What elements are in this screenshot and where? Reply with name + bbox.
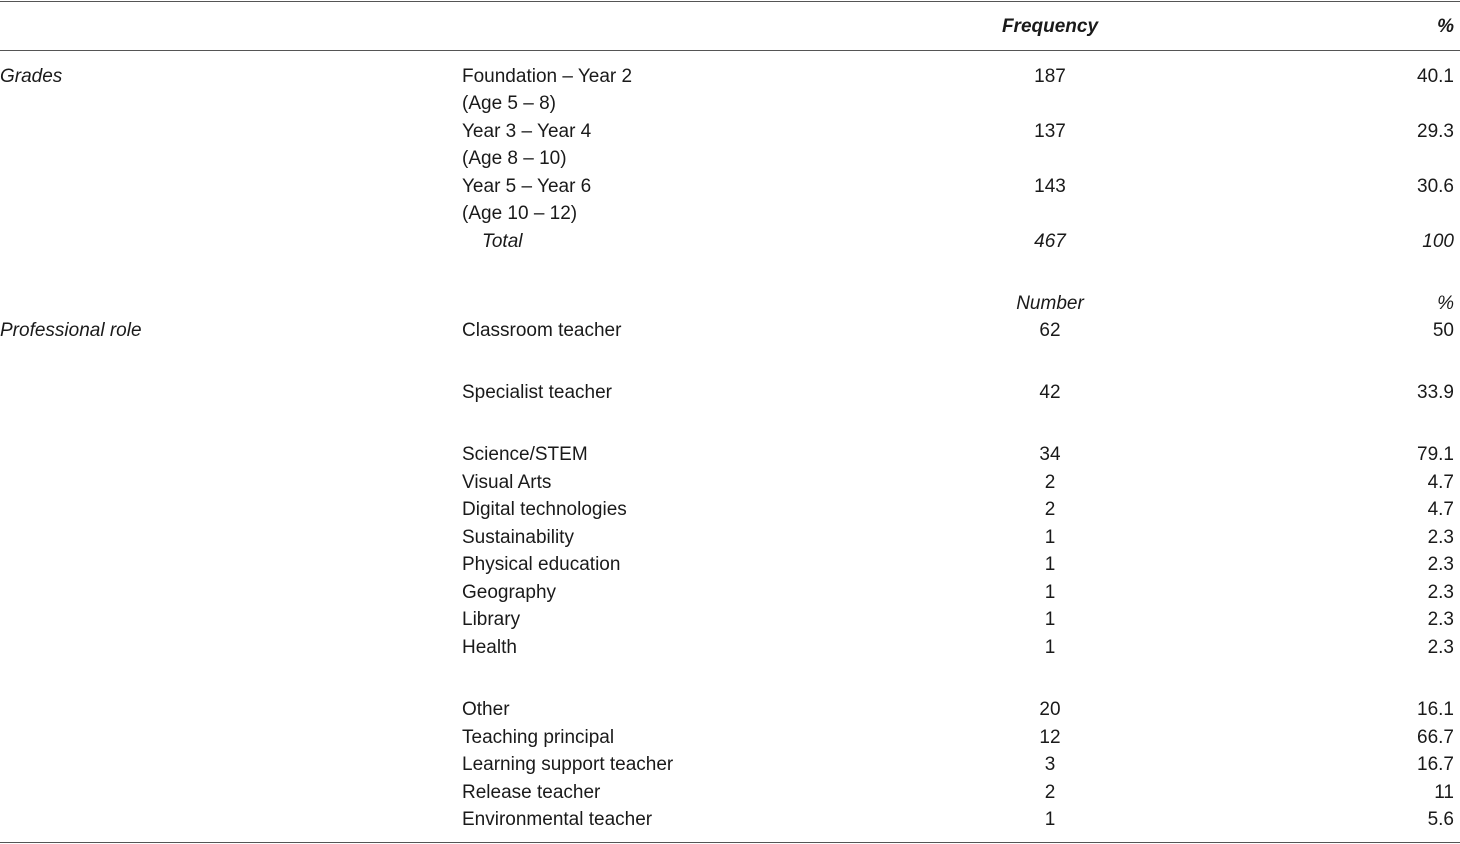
other-row-label: Other xyxy=(462,699,510,720)
other-row-number: 12 xyxy=(1039,727,1061,748)
table-top-rule xyxy=(0,1,1460,2)
grade-row-percent: 40.1 xyxy=(1417,66,1454,87)
subject-row-label: Geography xyxy=(462,582,557,603)
subject-row-label: Physical education xyxy=(462,554,621,575)
subject-row-percent: 79.1 xyxy=(1417,444,1454,465)
role-row-number: 42 xyxy=(1039,382,1061,403)
subject-row-label: Library xyxy=(462,609,521,630)
percent-header: % xyxy=(1437,16,1454,37)
subject-row-label: Visual Arts xyxy=(462,472,552,493)
other-row-percent: 5.6 xyxy=(1427,809,1454,830)
other-row-percent: 16.7 xyxy=(1417,754,1454,775)
grades-total-label: Total xyxy=(482,231,523,252)
subject-row-number: 1 xyxy=(1044,527,1056,548)
other-row-label: Learning support teacher xyxy=(462,754,674,775)
grade-row-age: (Age 5 – 8) xyxy=(462,93,556,114)
role-row-number: 62 xyxy=(1039,320,1061,341)
other-row-number: 2 xyxy=(1044,782,1056,803)
subject-row-number: 2 xyxy=(1044,472,1056,493)
subject-row-label: Digital technologies xyxy=(462,499,627,520)
other-row-number: 20 xyxy=(1039,699,1061,720)
grade-row-label: Year 3 – Year 4 xyxy=(462,121,592,142)
other-row-percent: 11 xyxy=(1434,782,1454,803)
grades-total-percent: 100 xyxy=(1422,231,1454,252)
grades-section-label: Grades xyxy=(0,66,63,87)
other-row-label: Release teacher xyxy=(462,782,601,803)
table-bottom-rule xyxy=(0,842,1460,843)
role-row-percent: 50 xyxy=(1432,320,1454,341)
subject-row-percent: 2.3 xyxy=(1427,637,1454,658)
subject-row-label: Health xyxy=(462,637,517,658)
subject-row-number: 1 xyxy=(1044,582,1056,603)
subject-row-percent: 4.7 xyxy=(1427,472,1454,493)
subject-row-percent: 2.3 xyxy=(1427,527,1454,548)
other-row-number: 1 xyxy=(1044,809,1056,830)
grade-row-frequency: 137 xyxy=(1034,121,1066,142)
grade-row-percent: 29.3 xyxy=(1417,121,1454,142)
subject-row-number: 2 xyxy=(1044,499,1056,520)
subject-row-number: 1 xyxy=(1044,637,1056,658)
frequency-header: Frequency xyxy=(1001,16,1099,37)
subject-row-number: 1 xyxy=(1044,609,1056,630)
subject-row-label: Science/STEM xyxy=(462,444,588,465)
subject-row-percent: 4.7 xyxy=(1427,499,1454,520)
role-percent-subheader: % xyxy=(1437,293,1454,314)
subject-row-number: 34 xyxy=(1039,444,1061,465)
header-rule xyxy=(0,50,1460,51)
role-row-label: Classroom teacher xyxy=(462,320,622,341)
other-row-label: Teaching principal xyxy=(462,727,615,748)
role-row-percent: 33.9 xyxy=(1417,382,1454,403)
subject-row-label: Sustainability xyxy=(462,527,574,548)
role-row-label: Specialist teacher xyxy=(462,382,612,403)
professional-role-section-label: Professional role xyxy=(0,320,142,341)
grade-row-frequency: 187 xyxy=(1034,66,1066,87)
grade-row-frequency: 143 xyxy=(1034,176,1066,197)
other-row-percent: 16.1 xyxy=(1417,699,1454,720)
other-row-label: Environmental teacher xyxy=(462,809,653,830)
grade-row-label: Foundation – Year 2 xyxy=(462,66,633,87)
subject-row-number: 1 xyxy=(1044,554,1056,575)
grade-row-percent: 30.6 xyxy=(1417,176,1454,197)
grades-total-frequency: 467 xyxy=(1034,231,1066,252)
subject-row-percent: 2.3 xyxy=(1427,609,1454,630)
other-row-percent: 66.7 xyxy=(1417,727,1454,748)
number-subheader: Number xyxy=(1016,293,1084,314)
grade-row-age: (Age 10 – 12) xyxy=(462,203,578,224)
grade-row-age: (Age 8 – 10) xyxy=(462,148,567,169)
subject-row-percent: 2.3 xyxy=(1427,582,1454,603)
subject-row-percent: 2.3 xyxy=(1427,554,1454,575)
other-row-number: 3 xyxy=(1044,754,1056,775)
grade-row-label: Year 5 – Year 6 xyxy=(462,176,592,197)
